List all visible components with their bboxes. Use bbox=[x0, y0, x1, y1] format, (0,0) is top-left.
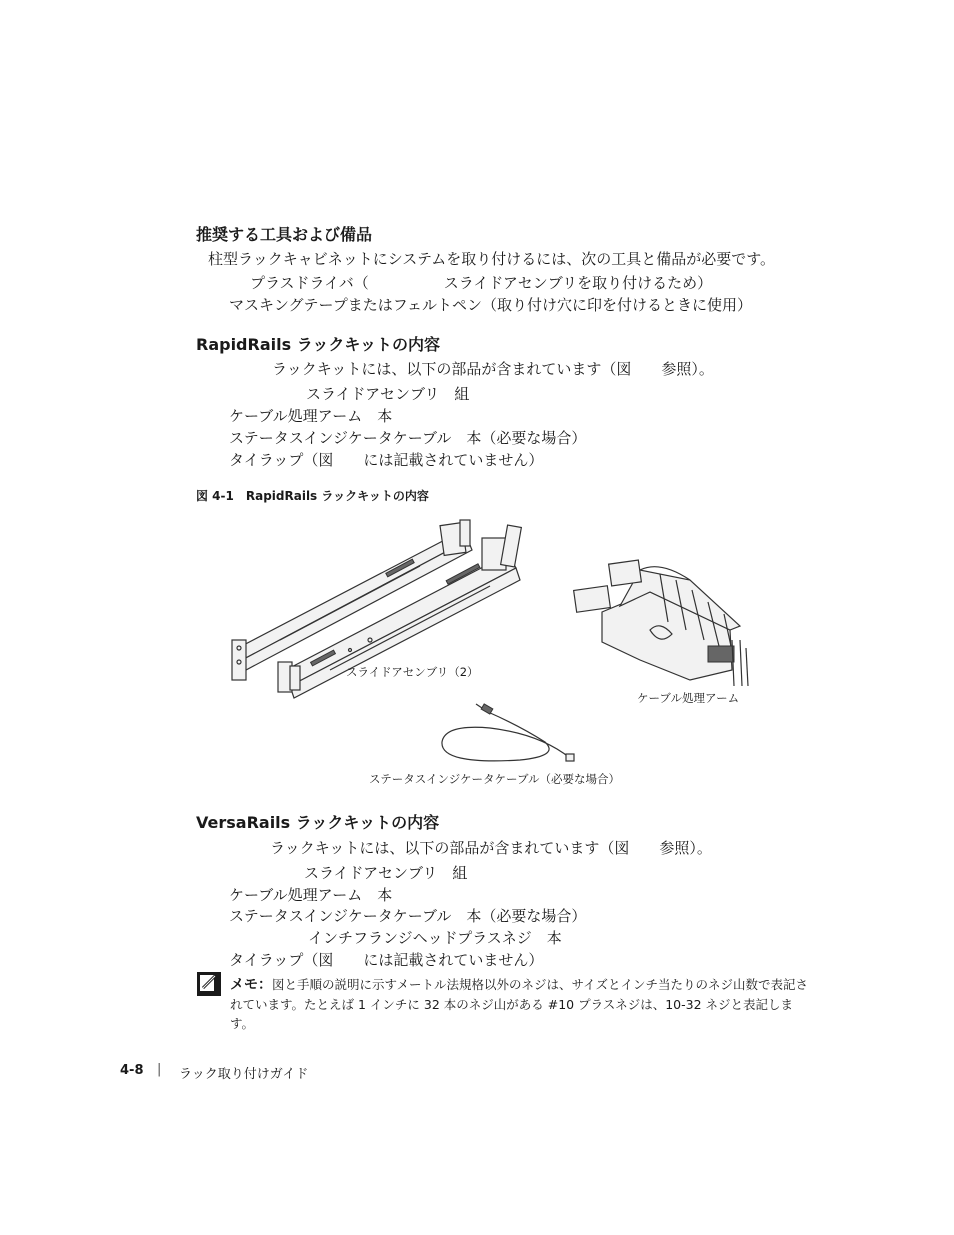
versarails-heading: VersaRails ラックキットの内容 bbox=[196, 813, 440, 832]
label-slide-assembly: スライドアセンブリ（2） bbox=[346, 665, 479, 679]
rapidrails-item-tie: タイラップ（図 には記載されていません） bbox=[229, 451, 544, 469]
rapidrails-item-cable: ステータスインジケータケーブル 本（必要な場合） bbox=[229, 429, 587, 447]
versarails-item-cable: ステータスインジケータケーブル 本（必要な場合） bbox=[229, 907, 587, 925]
note bbox=[230, 975, 814, 1033]
versarails-item-tie: タイラップ（図 には記載されていません） bbox=[229, 951, 544, 969]
status-indicator-cable bbox=[442, 704, 574, 761]
note-label: メモ： bbox=[230, 977, 272, 993]
tools-item-screwdriver: プラスドライバ（ スライドアセンブリを取り付けるため） bbox=[250, 274, 713, 292]
versarails-item-arm: ケーブル処理アーム 本 bbox=[229, 886, 393, 904]
tools-intro: 柱型ラックキャビネットにシステムを取り付けるには、次の工具と備品が必要です。 bbox=[208, 250, 776, 268]
label-cable-arm: ケーブル処理アーム bbox=[637, 691, 740, 705]
versarails-intro: ラックキットには、以下の部品が含まれています（図 参照）。 bbox=[270, 839, 712, 857]
note-text: 図と手順の説明に示すメートル法規格以外のネジは、サイズとインチ当たりのネジ山数で表記されています。たとえば 1 インチに 32 本のネジ山がある #10 プラスネジは、10-32 ネジと表記します。 bbox=[230, 977, 809, 1031]
rack-kit-figure bbox=[220, 510, 770, 795]
footer-separator: | bbox=[157, 1062, 162, 1077]
figure-caption: 図 4-1 RapidRails ラックキットの内容 bbox=[196, 489, 429, 503]
footer-page-number: 4-8 bbox=[120, 1063, 144, 1078]
cable-management-arm bbox=[574, 560, 748, 686]
rapidrails-intro: ラックキットには、以下の部品が含まれています（図 参照）。 bbox=[272, 360, 714, 378]
rapidrails-item-arm: ケーブル処理アーム 本 bbox=[229, 407, 393, 425]
tools-heading: 推奨する工具および備品 bbox=[196, 225, 373, 244]
versarails-item-slide: スライドアセンブリ 組 bbox=[304, 864, 468, 882]
rapidrails-item-slide: スライドアセンブリ 組 bbox=[306, 385, 470, 403]
label-status-cable: ステータスインジケータケーブル（必要な場合） bbox=[369, 772, 620, 786]
tools-item-tape: マスキングテープまたはフェルトペン（取り付け穴に印を付けるときに使用） bbox=[229, 296, 753, 314]
note-pencil-icon bbox=[197, 972, 221, 996]
rapidrails-heading: RapidRails ラックキットの内容 bbox=[196, 335, 441, 354]
footer-title: ラック取り付けガイド bbox=[179, 1067, 309, 1082]
versarails-item-screws: インチフランジヘッドプラスネジ 本 bbox=[308, 929, 562, 947]
